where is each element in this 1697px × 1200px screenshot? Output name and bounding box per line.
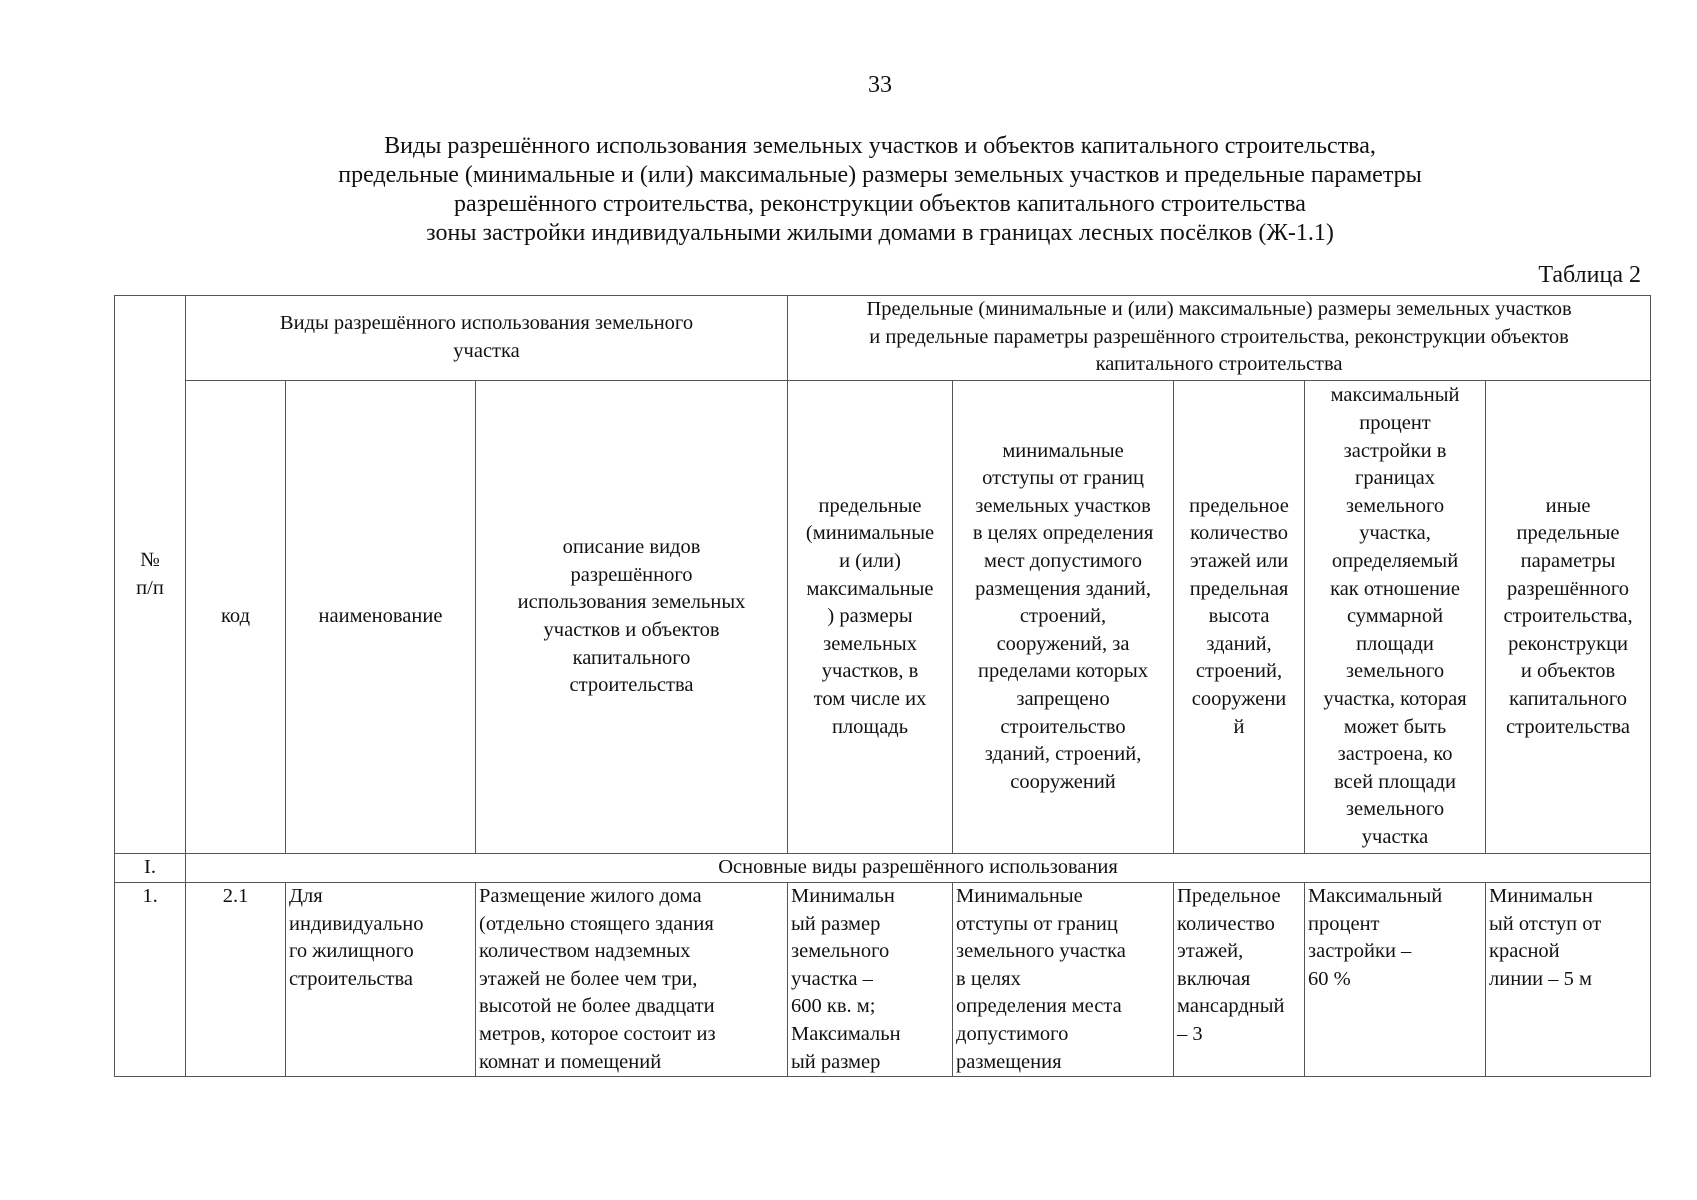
header-size: предельные (минимальные и (или) максимальные ) размеры земельных участков, в том числе их площадь — [788, 381, 953, 854]
title-line: разрешённого строительства, реконструкции объектов капитального строительства — [454, 191, 1306, 217]
cell-size: Минимальн ый размер земельного участка – 600 кв. м; Максимальн ый размер — [788, 883, 953, 1077]
table-row — [115, 883, 1651, 1077]
header-description: описание видов разрешённого использования земельных участков и объектов капитального строительства — [476, 381, 788, 854]
title-line: Виды разрешённого использования земельных участков и объектов капитального строительства, — [384, 133, 1376, 159]
title-line: зоны застройки индивидуальными жилыми домами в границах лесных посёлков (Ж-1.1) — [426, 220, 1334, 246]
page-number: 33 — [868, 72, 892, 98]
cell-floors: Предельное количество этажей, включая мансардный – 3 — [1174, 883, 1305, 1077]
header-coverage: максимальный процент застройки в границах земельного участка, определяемый как отношение суммарной площади земельного участка, которая может быть застроена, ко всей площади земельного участка — [1305, 381, 1486, 854]
section-row — [115, 854, 1651, 883]
section-title: Основные виды разрешённого использования — [186, 854, 1651, 883]
table-label: Таблица 2 — [1538, 262, 1641, 288]
header-floors: предельное количество этажей или предельная высота зданий, строений, сооружени й — [1174, 381, 1305, 854]
table-header-row-sub — [115, 381, 1651, 854]
header-group-params: Предельные (минимальные и (или) максимальные) размеры земельных участков и предельные параметры разрешённого строительства, реконструкции объектов капитального строительства — [788, 296, 1651, 381]
header-number: № п/п — [115, 296, 186, 854]
cell-setbacks: Минимальные отступы от границ земельного участка в целях определения места допустимого размещения — [953, 883, 1174, 1077]
header-group-use: Виды разрешённого использования земельного участка — [186, 296, 788, 381]
header-setbacks: минимальные отступы от границ земельных участков в целях определения мест допустимого размещения зданий, строений, сооружений, за пределами которых запрещено строительство зданий, строений, сооружений — [953, 381, 1174, 854]
header-name: наименование — [286, 381, 476, 854]
cell-number: 1. — [115, 883, 186, 1077]
table-header-row-group — [115, 296, 1651, 381]
zoning-table — [114, 295, 1651, 1077]
title-line: предельные (минимальные и (или) максимальные) размеры земельных участков и предельные параметры — [338, 162, 1422, 188]
document-title — [0, 132, 1697, 248]
cell-description: Размещение жилого дома (отдельно стоящего здания количеством надземных этажей не более чем три, высотой не более двадцати метров, которое состоит из комнат и помещений — [476, 883, 788, 1077]
cell-name: Для индивидуально го жилищного строительства — [286, 883, 476, 1077]
cell-coverage: Максимальный процент застройки – 60 % — [1305, 883, 1486, 1077]
header-code: код — [186, 381, 286, 854]
cell-code: 2.1 — [186, 883, 286, 1077]
header-other: иные предельные параметры разрешённого строительства, реконструкци и объектов капитального строительства — [1486, 381, 1651, 854]
cell-other: Минимальн ый отступ от красной линии – 5 м — [1486, 883, 1651, 1077]
section-number: I. — [115, 854, 186, 883]
